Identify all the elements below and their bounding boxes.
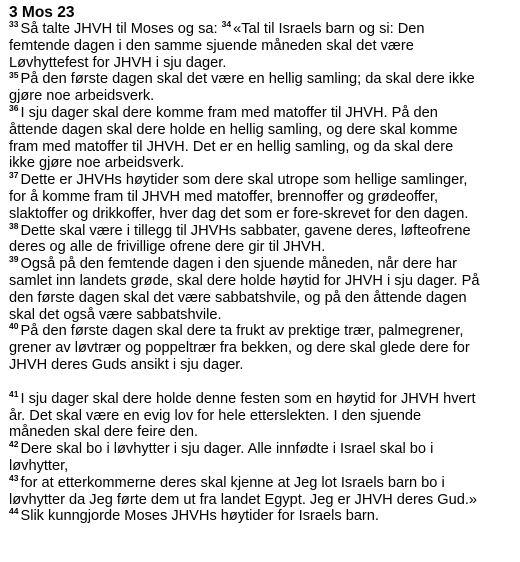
- text-line: [9, 172, 515, 189]
- verse-text: JHVH deres Guds ansikt i sju dager.: [9, 356, 244, 373]
- verse-number: 36: [9, 103, 19, 114]
- verse-number: 38: [9, 220, 19, 231]
- verse-text: I sju dager skal dere holde denne festen som en høytid for JHVH hvert: [20, 390, 476, 407]
- text-line: [9, 256, 515, 273]
- verse-text: fram med matoffer til JHVH. Det er en hellig samling, og da skal dere: [9, 138, 454, 155]
- text-line: [9, 307, 515, 324]
- verse-text: I sju dager skal dere komme fram med matoffer til JHVH. På den: [20, 104, 438, 121]
- text-line: [9, 139, 515, 156]
- text-line: [9, 323, 515, 340]
- verse-text: ikke gjøre noe arbeidsverk.: [9, 155, 185, 172]
- text-line: [9, 21, 515, 38]
- verse-text: femtende dagen i den samme sjuende måneden skal det være: [9, 37, 414, 54]
- verse-text: Også på den femtende dagen i den sjuende måneden, når dere har: [20, 256, 457, 273]
- verse-number: 44: [9, 506, 19, 517]
- verse-text: Så talte JHVH til Moses og sa:: [20, 21, 222, 37]
- text-line: [9, 55, 515, 72]
- verse-number: 33: [9, 19, 19, 30]
- verse-text: for å komme fram til JHVH med matoffer, brennoffer og grødeoffer,: [9, 188, 439, 205]
- text-line: [9, 408, 515, 425]
- verse-number: 34: [221, 19, 232, 30]
- text-line: [9, 492, 515, 509]
- verse-text: Dette skal være i tillegg til JHVHs sabbater, gavene deres, løfteofrene: [20, 222, 471, 239]
- verse-text: måneden skal dere feire den.: [9, 424, 199, 441]
- text-line: [9, 38, 515, 55]
- text-line: [9, 122, 515, 139]
- text-line: [9, 206, 515, 223]
- text-line: [9, 220, 515, 240]
- verse-text: Slik kunngjorde Moses JHVHs høytider for Israels barn.: [20, 508, 379, 525]
- verse-text: slaktoffer og drikkoffer, hver dag det som er fore-skrevet for den dagen.: [9, 205, 469, 222]
- chapter-title: 3 Mos 23: [9, 4, 75, 21]
- document-page: [9, 4, 515, 525]
- verse-number: 43: [9, 472, 19, 483]
- verse-number: 37: [9, 170, 19, 181]
- verse-number: 40: [9, 321, 19, 332]
- verse-number: 39: [9, 254, 19, 265]
- text-line: [9, 189, 515, 206]
- verse-text: år. Det skal være en evig lov for hele etterslekten. I den sjuende: [9, 407, 422, 424]
- text-line: [9, 88, 515, 105]
- paragraph-1: [9, 21, 515, 374]
- verse-text: grener av løvtrær og poppeltrær fra bekken, og dere skal glede dere for: [9, 340, 470, 357]
- text-line: [9, 239, 515, 256]
- verse-text: Dette er JHVHs høytider som dere skal utrope som hellige samlinger,: [20, 172, 468, 189]
- verse-text: løvhytter da Jeg førte dem ut fra landet Egypt. Jeg er JHVH deres Gud.»: [9, 491, 478, 508]
- verse-text: deres og alle de frivillige ofrene dere gir til JHVH.: [9, 239, 326, 256]
- text-line: [9, 458, 515, 475]
- verse-text: for at etterkommerne deres skal kjenne at Jeg lot Israels barn bo i: [20, 474, 445, 491]
- text-line: [9, 105, 515, 122]
- text-line: [9, 472, 515, 492]
- verse-text: åttende dagen skal dere holde en hellig samling, og dere skal komme: [9, 121, 458, 138]
- text-line: [9, 441, 515, 458]
- verse-text: gjøre noe arbeidsverk.: [9, 88, 155, 105]
- verse-text: løvhytter,: [9, 457, 69, 474]
- verse-text: På den første dagen skal det være en hellig samling; da skal dere ikke: [20, 71, 475, 88]
- verse-text: Løvhyttefest for JHVH i sju dager.: [9, 54, 227, 71]
- verse-text: skal det også være sabbatshvile.: [9, 306, 222, 323]
- text-line: [9, 508, 515, 525]
- text-line: [9, 71, 515, 88]
- verse-number: 42: [9, 439, 19, 450]
- verse-text: den første dagen skal det være sabbatshvile, og på den åttende dagen: [9, 289, 467, 306]
- text-line: [9, 357, 515, 374]
- text-line: [9, 155, 515, 172]
- paragraph-2: [9, 388, 515, 525]
- text-line: [9, 273, 515, 290]
- paragraph-gap: [9, 374, 515, 391]
- verse-number: 41: [9, 388, 19, 399]
- text-line: [9, 424, 515, 441]
- verse-text: På den første dagen skal dere ta frukt av prektige trær, palmegrener,: [20, 323, 464, 340]
- text-line: [9, 290, 515, 307]
- verse-text: Dere skal bo i løvhytter i sju dager. Alle innfødte i Israel skal bo i: [20, 441, 434, 458]
- text-line: [9, 388, 515, 408]
- verse-text: «Tal til Israels barn og si: Den: [233, 21, 425, 37]
- verse-text: samlet inn landets grøde, skal dere holde høytid for JHVH i sju dager. På: [9, 272, 480, 289]
- verse-number: 35: [9, 69, 19, 80]
- text-line: [9, 340, 515, 357]
